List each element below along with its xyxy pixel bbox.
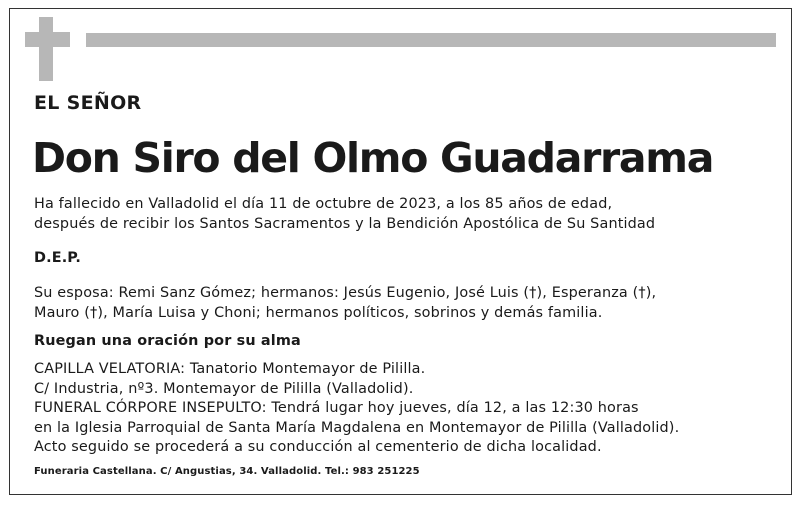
prayer-request: Ruegan una oración por su alma bbox=[34, 333, 301, 349]
family-line: Mauro (†), María Luisa y Choni; hermanos políticos, sobrinos y demás familia. bbox=[34, 304, 603, 321]
cross-icon-vertical bbox=[39, 17, 53, 81]
service-line: en la Iglesia Parroquial de Santa María Magdalena en Montemayor de Pililla (Valladolid). bbox=[34, 419, 680, 436]
service-line: Acto seguido se procederá a su conducción al cementerio de dicha localidad. bbox=[34, 439, 602, 455]
funeral-home-footer: Funeraria Castellana. C/ Angustias, 34. Valladolid. Tel.: 983 251225 bbox=[34, 466, 420, 477]
header-divider-bar bbox=[86, 33, 776, 47]
family-paragraph bbox=[34, 284, 656, 323]
service-details bbox=[34, 360, 679, 458]
service-line: C/ Industria, nº3. Montemayor de Pililla (Valladolid). bbox=[34, 380, 414, 397]
announcement-line: después de recibir los Santos Sacramentos y la Bendición Apostólica de Su Santidad bbox=[34, 215, 656, 232]
dep-label: D.E.P. bbox=[34, 250, 81, 266]
cross-icon-horizontal bbox=[25, 32, 70, 47]
title-prefix: EL SEÑOR bbox=[34, 92, 142, 114]
service-line: CAPILLA VELATORIA: Tanatorio Montemayor de Pililla. bbox=[34, 361, 426, 377]
announcement-line: Ha fallecido en Valladolid el día 11 de octubre de 2023, a los 85 años de edad, bbox=[34, 196, 613, 212]
family-line: Su esposa: Remi Sanz Gómez; hermanos: Jesús Eugenio, José Luis (†), Esperanza (†), bbox=[34, 285, 657, 301]
announcement-paragraph bbox=[34, 195, 655, 234]
service-line: FUNERAL CÓRPORE INSEPULTO: Tendrá lugar hoy jueves, día 12, a las 12:30 horas bbox=[34, 400, 639, 416]
deceased-name: Don Siro del Olmo Guadarrama bbox=[32, 134, 714, 182]
